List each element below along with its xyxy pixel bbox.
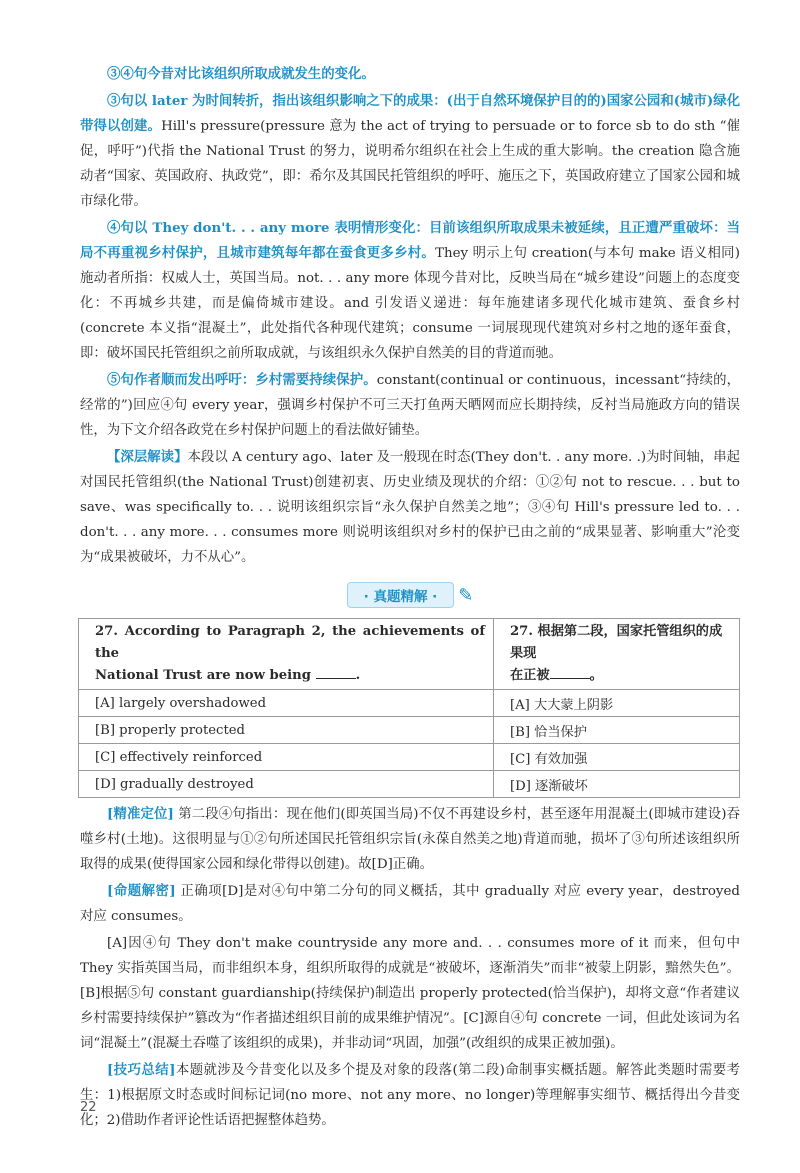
decode-tag: [命题解密] bbox=[107, 883, 176, 899]
decode-more-para bbox=[80, 931, 740, 1056]
analysis-para-4-head: ⑤句作者顺而发出呼吁：乡村需要持续保护。 bbox=[107, 372, 377, 388]
option-row bbox=[79, 717, 740, 744]
question-stem-en-line2 bbox=[95, 665, 485, 687]
analysis-para-3 bbox=[80, 216, 740, 366]
question-table bbox=[78, 618, 740, 798]
question-stem-en bbox=[79, 619, 494, 690]
option-d-zh: [D] 逐渐破坏 bbox=[494, 771, 740, 798]
analysis-para-4-body: constant(continual or continuous，incessant“持续的，经常的”)回应④句 every year，强调乡村保护不可三天打鱼两天晒网而应长期持续，反衬当局施政方向的错误性，为下文介绍各政党在乡村保护问题上的看法做好铺垫。 bbox=[80, 373, 741, 438]
question-stem-zh-line2 bbox=[510, 665, 731, 687]
section-banner-title: · 真题精解 · bbox=[347, 582, 455, 608]
skill-body: 本题就涉及今昔变化以及多个提及对象的段落(第二段)命制事实概括题。解答此类题时需要考生：1)根据原文时态或时间标记词(no more、not any more、no longer)等理解事实细节、概括得出今昔变化；2)借助作者评论性话语把握整体趋势。 bbox=[80, 1063, 740, 1128]
page-content bbox=[80, 62, 740, 1133]
analysis-para-3-head: ④句以 They don't. . . any more 表明情形变化：目前该组织所取成果未被延续，且正遭严重破坏：当局不再重视乡村保护，且城市建筑每年都在蚕食更多乡村。 bbox=[80, 220, 740, 261]
answer-blank-zh bbox=[550, 666, 590, 679]
deep-reading-para bbox=[80, 445, 740, 570]
analysis-para-1-text: ③④句今昔对比该组织所取成就发生的变化。 bbox=[107, 66, 375, 82]
page-number: 22 bbox=[80, 1100, 97, 1115]
option-b-zh: [B] 恰当保护 bbox=[494, 717, 740, 744]
option-row bbox=[79, 744, 740, 771]
locate-tag: [精准定位] bbox=[107, 806, 174, 822]
option-a-zh: [A] 大大蒙上阴影 bbox=[494, 690, 740, 717]
option-row bbox=[79, 771, 740, 798]
question-stem-zh bbox=[494, 619, 740, 690]
analysis-para-3-body: They 明示上句 creation(与本句 make 语义相同)施动者所指：权威人士，英国当局。not. . . any more 体现今昔对比，反映当局在“城乡建设”问题上的态度变化：不再城乡共建，而是偏倚城市建设。and 引发语义递进：每年施建诸多现代化城市建筑、蚕食乡村(concrete 本义指“混凝土”，此处指代各种现代建筑；consume 一词展现现代建筑对乡村之地的逐年蚕食，即：破坏国民托管组织之前所取成就，与该组织永久保护自然美的目的背道而驰。 bbox=[80, 246, 741, 361]
option-d-en: [D] gradually destroyed bbox=[79, 771, 494, 798]
question-stem-en-end: . bbox=[355, 668, 361, 683]
skill-tag: [技巧总结] bbox=[107, 1062, 176, 1078]
option-c-en: [C] effectively reinforced bbox=[79, 744, 494, 771]
option-c-zh: [C] 有效加强 bbox=[494, 744, 740, 771]
locate-body: 第二段④句指出：现在他们(即英国当局)不仅不再建设乡村，甚至逐年用混凝土(即城市建设)吞噬乡村(土地)。这很明显与①②句所述国民托管组织宗旨(永葆自然美之地)背道而驰，损坏了③句所述该组织所取得的成果(使得国家公园和绿化带得以创建)。故[D]正确。 bbox=[80, 807, 740, 872]
question-stem-zh-end: 。 bbox=[589, 668, 603, 683]
question-stem-row bbox=[79, 619, 740, 690]
deep-reading-tag: 【深层解读】 bbox=[107, 449, 188, 465]
section-banner bbox=[80, 582, 740, 608]
question-stem-zh-line1: 27. 根据第二段，国家托管组织的成果现 bbox=[510, 624, 723, 661]
deep-reading-body: 本段以 A century ago、later 及一般现在时态(They don't. . any more. .)为时间轴，串起对国民托管组织(the National Trust)创建初衷、历史业绩及现状的介绍：①②句 not to rescue. . . but to save、was specifically to. . . 说明该组织宗旨“永久保护自然美之地”；③④句 Hill's pressure led to. . . don't. . . any more. . . consumes more 则说明该组织对乡村的保护已由之前的“成果显著、影响重大”沦变为“成果被破坏，力不从心”。 bbox=[80, 450, 741, 565]
decode-para bbox=[80, 879, 740, 929]
decode-body: 正确项[D]是对④句中第二分句的同义概括，其中 gradually 对应 every year，destroyed 对应 consumes。 bbox=[80, 884, 740, 924]
option-b-en: [B] properly protected bbox=[79, 717, 494, 744]
skill-para bbox=[80, 1058, 740, 1133]
question-stem-en-line2-text: National Trust are now being bbox=[95, 668, 311, 683]
question-stem-zh-line2-text: 在正被 bbox=[510, 668, 550, 683]
question-stem-en-line1: 27. According to Paragraph 2, the achievements of the bbox=[95, 624, 485, 661]
answer-blank bbox=[316, 666, 356, 679]
decode-more-body: [A]因④句 They don't make countryside any more and. . . consumes more of it 而来，但句中 They 实指英国当局，而非组织本身，组织所取得的成就是“被破坏，逐渐消失”而非“被蒙上阴影，黯然失色”。[B]根据⑤句 constant guardianship(持续保护)制造出 properly protected(恰当保护)，却将文意“作者建议乡村需要持续保护”篡改为“作者描述组织目前的成果维护情况”。[C]源自④句 concrete 一词，但此处该词为名词“混凝土”(混凝土吞噬了该组织的成果)，并非动词“巩固，加强”(改组织的成果正被加强)。 bbox=[80, 936, 740, 1051]
analysis-para-1 bbox=[80, 62, 740, 87]
analysis-para-4 bbox=[80, 368, 740, 443]
analysis-para-2 bbox=[80, 89, 740, 214]
pen-icon: ✎ bbox=[458, 584, 474, 606]
option-row bbox=[79, 690, 740, 717]
locate-para bbox=[80, 802, 740, 877]
option-a-en: [A] largely overshadowed bbox=[79, 690, 494, 717]
analysis-para-2-body: Hill's pressure(pressure 意为 the act of trying to persuade or to force sb to do sth “催促，呼吁”)代指 the National Trust 的努力，说明希尔组织在社会上生成的重大影响。the creation 隐含施动者“国家、英国政府、执政党”，即：希尔及其国民托管组织的呼吁、施压之下，英国政府建立了国家公园和城市绿化带。 bbox=[80, 119, 741, 209]
analysis-para-2-head: ③句以 later 为时间转折，指出该组织影响之下的成果：(出于自然环境保护目的的)国家公园和(城市)绿化带得以创建。 bbox=[80, 93, 740, 134]
